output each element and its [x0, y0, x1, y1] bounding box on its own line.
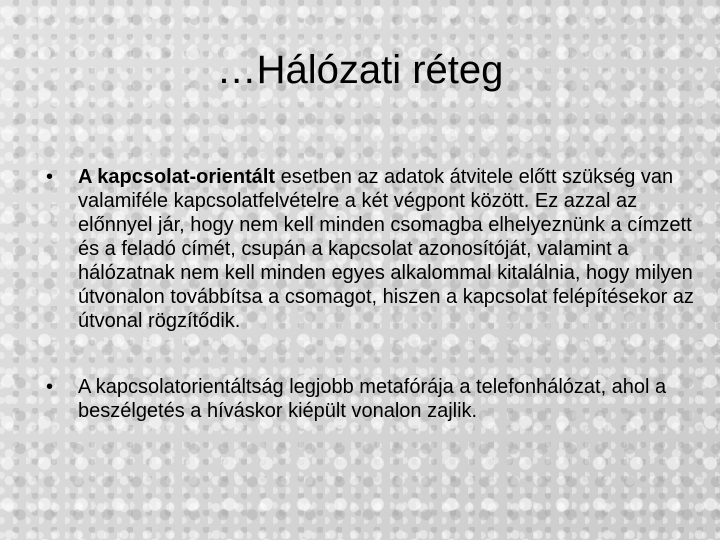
bullet-1-bold-text: A kapcsolat-orientált: [78, 166, 276, 188]
bullet-item-1: [46, 165, 696, 333]
bullet-marker: •: [46, 166, 54, 188]
bullet-list: [46, 165, 696, 423]
bullet-marker: •: [46, 376, 54, 398]
bullet-1-text: esetben az adatok átvitele előtt szükség van valamiféle kapcsolatfelvételre a két végpont között. Ez azzal az előnnyel jár, hogy nem kell minden csomagba elhelyeznünk a címzett és a feladó címét, csupán a kapcsolat azonosítóját, valamint a hálózatnak nem kell minden egyes alkalommal kitalálnia, hogy milyen útvonalon továbbítsa a csomagot, hiszen a kapcsolat felépítésekor az útvonal rögzítődik.: [78, 166, 694, 332]
slide-title: …Hálózati réteg: [216, 48, 504, 92]
bullet-item-2: [46, 375, 696, 423]
bullet-2-text: A kapcsolatorientáltság legjobb metafórája a telefonhálózat, ahol a beszélgetés a híváskor kiépült vonalon zajlik.: [78, 376, 667, 422]
